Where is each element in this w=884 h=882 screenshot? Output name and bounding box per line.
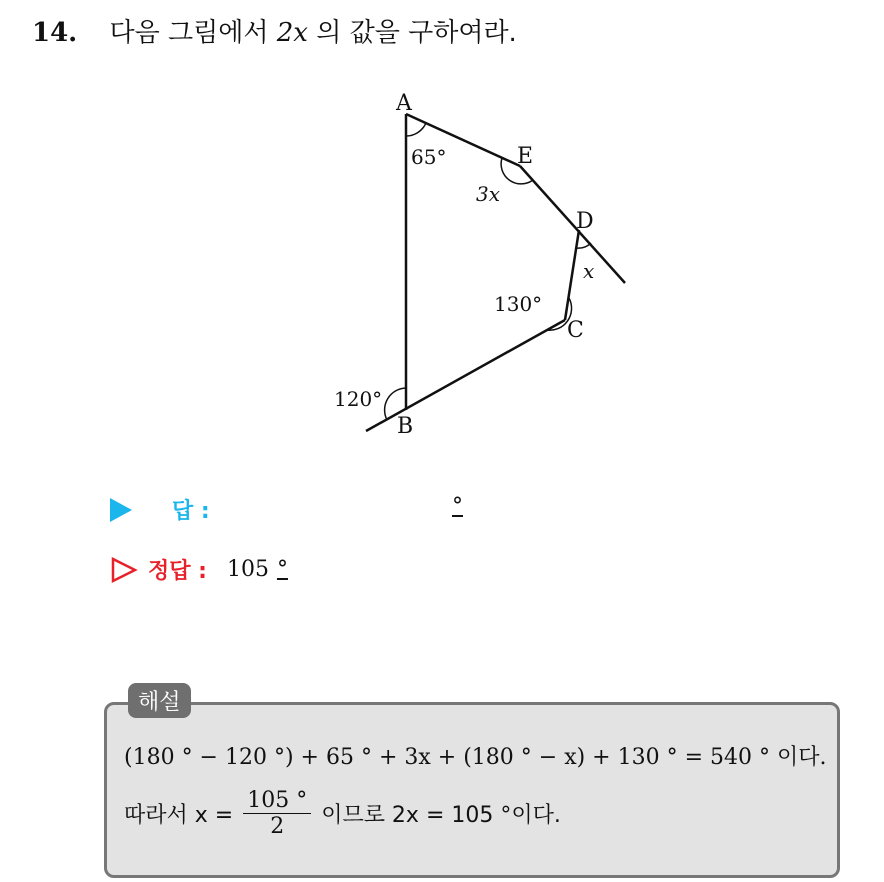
correct-answer-row bbox=[110, 554, 288, 585]
answer-unit-blank[interactable]: ° bbox=[452, 494, 463, 519]
solution-fraction bbox=[243, 788, 311, 839]
vertex-label-b: B bbox=[397, 414, 414, 439]
solution-line-2-suffix: 이므로 2x = 105 °이다. bbox=[321, 803, 561, 828]
angle-label-b: 120° bbox=[334, 387, 383, 411]
answer-label: 답 : bbox=[172, 499, 210, 524]
vertex-label-c: C bbox=[567, 318, 584, 343]
vertex-label-e: E bbox=[517, 144, 534, 169]
angle-arc-a bbox=[406, 123, 426, 136]
user-answer-row bbox=[110, 494, 210, 525]
play-outline-icon bbox=[110, 556, 138, 584]
solution-line-1: (180 ° − 120 °) + 65 ° + 3x + (180 ° − x) + 130 ° = 540 ° 이다. bbox=[124, 745, 827, 770]
fraction-numerator: 105 ° bbox=[243, 788, 311, 814]
vertex-label-a: A bbox=[396, 91, 412, 116]
solution-line-2-prefix: 따라서 x = bbox=[124, 803, 234, 828]
correct-answer-label: 정답 : bbox=[148, 559, 207, 584]
angle-label-c: 130° bbox=[494, 292, 543, 316]
polygon-figure bbox=[320, 82, 640, 442]
solution-tag: 해설 bbox=[128, 683, 191, 718]
play-icon bbox=[110, 498, 132, 522]
solution-line-2 bbox=[124, 788, 561, 839]
question-text: 다음 그림에서 2x 의 값을 구하여라. bbox=[109, 18, 517, 48]
angle-label-e: 3x bbox=[476, 182, 501, 206]
edge-cb-extended bbox=[366, 320, 565, 431]
correct-answer-unit: ° bbox=[276, 557, 288, 582]
question-row bbox=[32, 12, 517, 49]
fraction-denominator: 2 bbox=[270, 814, 285, 839]
vertex-label-d: D bbox=[576, 209, 594, 234]
question-number: 14. bbox=[32, 18, 78, 48]
angle-label-a: 65° bbox=[411, 145, 447, 169]
angle-label-d: x bbox=[583, 259, 595, 283]
correct-answer-value: 105 bbox=[226, 557, 269, 582]
